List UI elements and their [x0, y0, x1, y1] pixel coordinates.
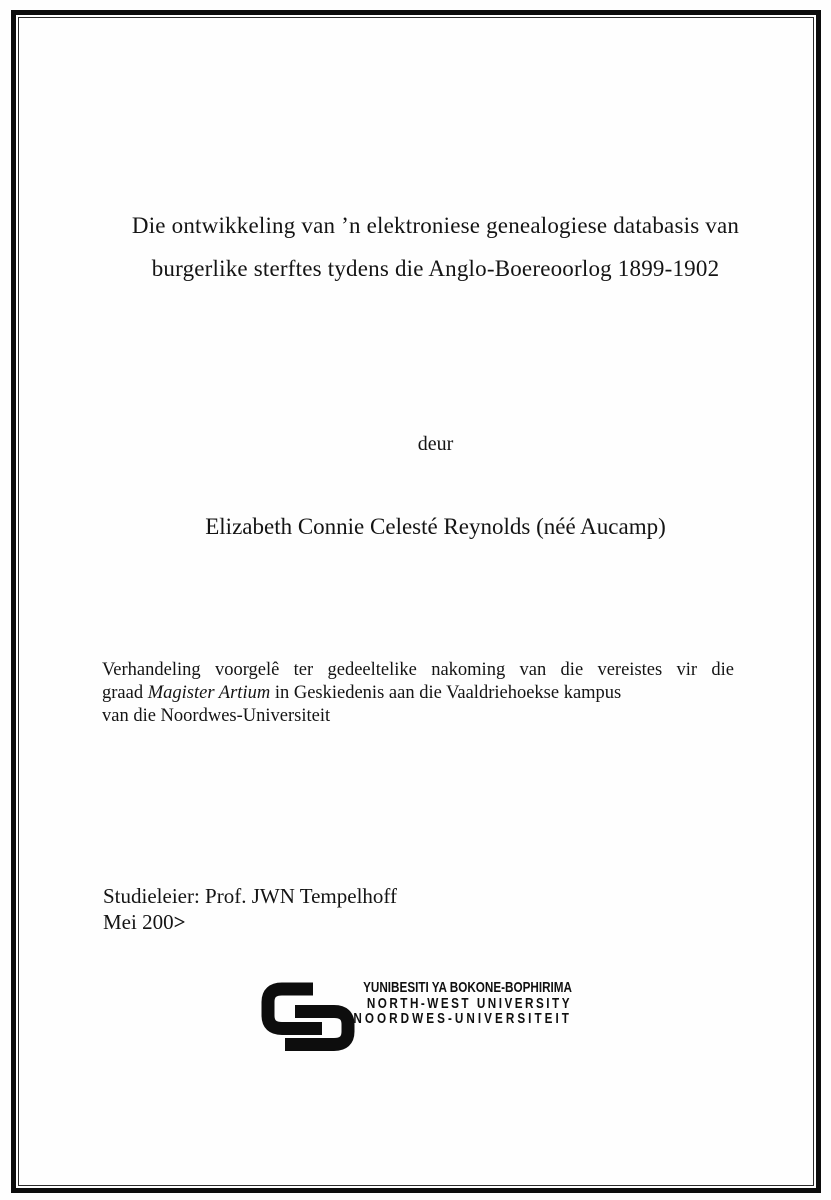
author-name: Elizabeth Connie Celesté Reynolds (néé Aucamp) — [205, 514, 666, 539]
degree-statement-line3: van die Noordwes-Universiteit — [102, 706, 331, 726]
supervisor-line: Studieleier: Prof. JWN Tempelhoff — [103, 884, 398, 908]
thesis-title-line2: burgerlike sterftes tydens die Anglo-Boereoorlog 1899-1902 — [151, 256, 720, 281]
degree-statement — [102, 659, 734, 728]
degree-statement-line2-pre: graad — [102, 683, 148, 703]
byline-label: deur — [417, 433, 454, 455]
degree-statement-line2 — [102, 682, 734, 705]
degree-statement-line1: Verhandeling voorgelê ter gedeeltelike nakoming van die vereistes vir die — [102, 660, 734, 680]
university-name-setswana: YUNIBESITI YA BOKONE-BOPHIRIMA — [363, 979, 572, 996]
university-name-afrikaans: NOORDWES-UNIVERSITEIT — [353, 1010, 572, 1027]
university-name-block — [313, 980, 572, 1027]
thesis-title-line1: Die ontwikkeling van ’n elektroniese genealogiese databasis van — [131, 213, 740, 238]
date-line-seven-glyph: > — [173, 910, 185, 934]
degree-name-italic: Magister Artium — [147, 683, 271, 703]
date-line-text: Mei 200 — [103, 910, 174, 934]
supervisor-block — [103, 883, 397, 935]
thesis-title — [75, 204, 796, 290]
degree-statement-line2-post: in Geskiedenis aan die Vaaldriehoekse kampus — [270, 683, 622, 703]
date-line — [103, 909, 397, 935]
university-name-english: NORTH-WEST UNIVERSITY — [366, 994, 572, 1012]
